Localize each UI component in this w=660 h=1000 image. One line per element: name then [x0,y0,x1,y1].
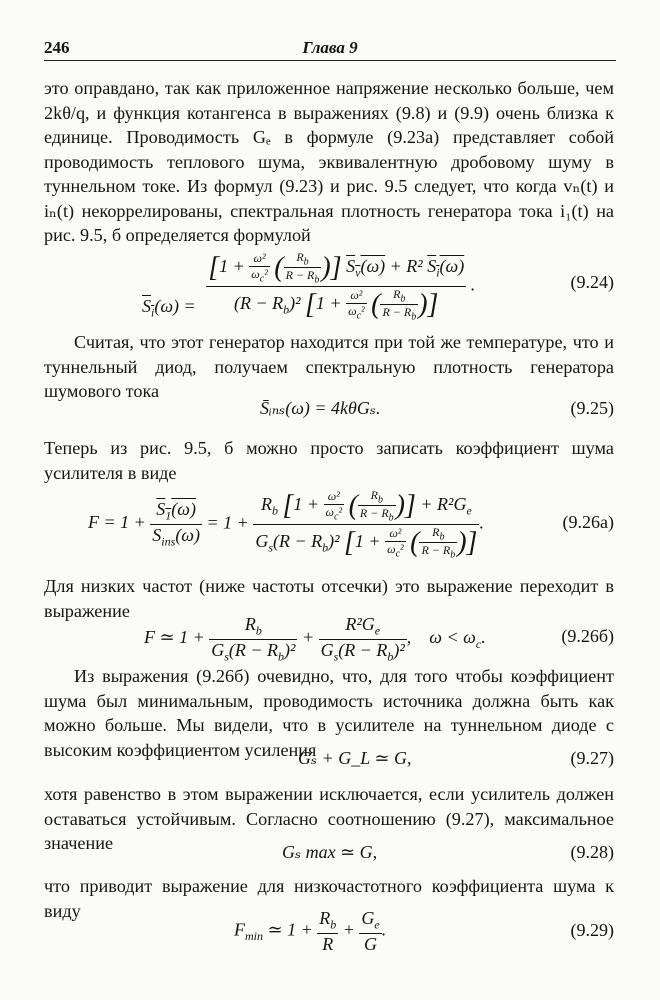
equation-number: (9.26a) [562,512,614,532]
paragraph-1: это оправдано, так как приложенное напряжение несколько больше, чем 2kθ/q, и функция котангенса в выражениях (9.8) и (9.9) очень близка к единице. Проводимость Gₑ в формуле (9.23a) представляет собой проводимость теплового шума, эквивалентную дробовому шуму в туннельном токе. Из формул (9.23) и рис. 9.5 следует, что когда vₙ(t) и iₙ(t) некоррелированы, спектральная плотность генератора тока i₁(t) на рис. 9.5, б определяется формулой [44,78,614,245]
chapter-title: Глава 9 [302,38,358,57]
equation-9-25 [44,398,614,424]
page-number: 246 [44,38,70,57]
paragraph-3: Теперь из рис. 9.5, б можно просто записать коэффициент шума усилителя в виде [44,438,614,483]
equation-number: (9.28) [570,842,614,862]
equation-number: (9.27) [570,748,614,768]
equation-text: Gₛ max ≃ G, [282,842,378,862]
equation-number: (9.29) [570,920,614,940]
page-header [44,36,616,61]
equation-text: Gₛ + G_L ≃ G, [298,748,412,768]
equation-9-24: $S_i(\omega)$ = [1 + $\frac{\text{ω²}}{\omega_c^2}$ ( $\frac{R_b}{R - R_b}$ )] $S_v(\omega) + R^2$ $S_i(\omega)$ $(R - R_b)^2$ [1 + $\frac{\text{ω²}}{\omega_c^2}$ ( $\frac{R_b}{R - R_b}$ )] . (9.24) [142,250,614,323]
paragraph-6: хотя равенство в этом выражении исключается, если усилитель должен оставаться устойчивым. Согласно соотношению (9.27), максимальное значение [44,784,614,853]
equation-number: (9.26б) [561,626,614,646]
equation-9-26b: F ≃ 1 + $\frac{R_b}{G_s(R - R_b)^2}$ + $\frac{R^2G_e}{G_s(R - R_b)^2}$ , $\omega < \omega_c$. (9.26б) [144,614,614,664]
equation-number: (9.25) [570,398,614,418]
paragraph-7: что приводит выражение для низкочастотного коэффициента шума к виду [44,876,614,921]
equation-number: (9.24) [570,272,614,292]
equation-9-28 [44,842,614,868]
equation-text: S̄ᵢₙₛ(ω) = 4kθGₛ. [260,398,381,418]
paragraph-5: Из выражения (9.26б) очевидно, что, для того чтобы коэффициент шума был минимальным, проводимость источника должна быть как можно больше. Мы видели, что в усилителе на туннельном диоде с высоким коэффициентом усиления [44,666,614,760]
paragraph-2: Считая, что этот генератор находится при той же температуре, что и туннельный диод, получаем спектральную плотность генератора шумового тока [44,332,614,401]
paragraph-4: Для низких частот (ниже частоты отсечки) это выражение переходит в выражение [44,576,614,621]
equation-9-26a: F = 1 + $\frac{S_1(\omega)}{S_{ins}(\omega)}$ = 1 + $R_b$ [1 + $\frac{\text{ω²}}{\omega_c^2}$ ( $\frac{R_b}{R - R_b}$ )] + $R^2G_e$ $G_s(R - R_b)^2$ [1 + $\frac{\text{ω²}}{\omega_c^2}$ ( $\frac{R_b}{R - R_b}$ )] . (9.26a) [88,488,614,561]
equation-9-27 [44,748,614,774]
equation-9-29: $F_{min}$ ≃ 1 + $\frac{R_b}{R}$ + $\frac{G_e}{G}$ . (9.29) [234,908,614,954]
